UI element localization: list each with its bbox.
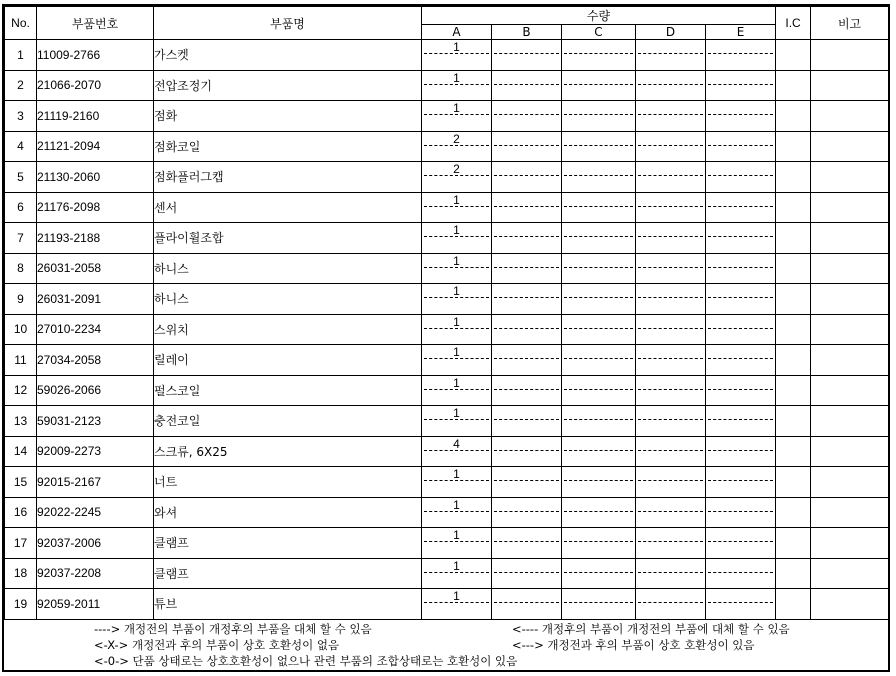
row-qty-b: [492, 70, 562, 101]
row-no: 5: [5, 162, 37, 193]
qty-a-value: 2: [453, 131, 460, 146]
header-qty-e: E: [706, 25, 776, 40]
row-qty-e: [706, 345, 776, 376]
row-qty-c: [562, 162, 636, 193]
row-no: 7: [5, 223, 37, 254]
row-qty-b: [492, 40, 562, 71]
row-qty-c: [562, 436, 636, 467]
row-part-name: 와셔: [154, 497, 422, 528]
row-ic: [776, 467, 811, 498]
row-part-no: 92059-2011: [37, 589, 154, 620]
header-ic: I.C: [776, 7, 811, 40]
row-qty-c: [562, 192, 636, 223]
row-part-name: 릴레이: [154, 345, 422, 376]
legend-line-3: <-0-> 단품 상태로는 상호호환성이 없으나 관련 부품의 조합상태로는 호환성이 있음: [94, 654, 518, 668]
row-qty-d: [636, 162, 706, 193]
row-no: 8: [5, 253, 37, 284]
row-ic: [776, 375, 811, 406]
row-remark: [811, 558, 889, 589]
row-qty-e: [706, 192, 776, 223]
row-qty-c: [562, 528, 636, 559]
row-qty-b: [492, 101, 562, 132]
row-no: 14: [5, 436, 37, 467]
row-qty-a: [422, 345, 492, 376]
qty-a-value: 1: [453, 467, 460, 481]
row-qty-c: [562, 223, 636, 254]
row-qty-c: [562, 558, 636, 589]
row-no: 19: [5, 589, 37, 620]
row-part-no: 92022-2245: [37, 497, 154, 528]
row-qty-d: [636, 589, 706, 620]
row-qty-b: [492, 589, 562, 620]
row-part-name: 점화플러그캡: [154, 162, 422, 193]
row-no: 3: [5, 101, 37, 132]
row-qty-b: [492, 375, 562, 406]
row-qty-d: [636, 253, 706, 284]
row-ic: [776, 162, 811, 193]
header-remark: 비고: [811, 7, 889, 40]
row-part-name: 점화코일: [154, 131, 422, 162]
row-qty-d: [636, 375, 706, 406]
row-qty-d: [636, 223, 706, 254]
row-no: 13: [5, 406, 37, 437]
row-part-no: 26031-2058: [37, 253, 154, 284]
row-part-no: 21066-2070: [37, 70, 154, 101]
row-qty-c: [562, 284, 636, 315]
row-ic: [776, 131, 811, 162]
row-qty-c: [562, 314, 636, 345]
table-row: [5, 375, 889, 406]
row-qty-a: [422, 70, 492, 101]
qty-a-value: 1: [453, 528, 460, 542]
table-row: [5, 70, 889, 101]
header-no: No.: [5, 7, 37, 40]
row-qty-e: [706, 314, 776, 345]
legend-line-1b: <---- 개정후의 부품이 개정전의 부품에 대체 할 수 있음: [512, 622, 790, 636]
row-remark: [811, 467, 889, 498]
row-qty-a: [422, 223, 492, 254]
header-part-no: 부품번호: [37, 7, 154, 40]
row-qty-c: [562, 131, 636, 162]
row-no: 15: [5, 467, 37, 498]
row-qty-d: [636, 101, 706, 132]
row-qty-c: [562, 497, 636, 528]
header-qty-b: B: [492, 25, 562, 40]
row-ic: [776, 528, 811, 559]
row-qty-a: [422, 162, 492, 193]
row-qty-d: [636, 70, 706, 101]
row-ic: [776, 40, 811, 71]
row-qty-b: [492, 406, 562, 437]
row-qty-a: [422, 253, 492, 284]
row-qty-c: [562, 589, 636, 620]
row-part-no: 21121-2094: [37, 131, 154, 162]
row-remark: [811, 40, 889, 71]
table-row: [5, 192, 889, 223]
legend-line-2a: <-X-> 개정전과 후의 부품이 상호 호환성이 없음: [94, 638, 340, 652]
row-part-no: 27034-2058: [37, 345, 154, 376]
row-part-no: 92009-2273: [37, 436, 154, 467]
table-row: [5, 101, 889, 132]
row-qty-e: [706, 558, 776, 589]
row-qty-d: [636, 314, 706, 345]
row-part-no: 21119-2160: [37, 101, 154, 132]
row-part-name: 점화: [154, 101, 422, 132]
parts-table: [4, 6, 889, 620]
row-qty-e: [706, 101, 776, 132]
row-part-name: 펄스코일: [154, 375, 422, 406]
row-qty-c: [562, 253, 636, 284]
row-remark: [811, 131, 889, 162]
row-no: 9: [5, 284, 37, 315]
table-row: [5, 162, 889, 193]
legend-line-1a: ----> 개정전의 부품이 개정후의 부품을 대체 할 수 있음: [94, 622, 372, 636]
row-qty-e: [706, 253, 776, 284]
row-part-name: 센서: [154, 192, 422, 223]
row-qty-a: [422, 589, 492, 620]
header-part-name: 부품명: [154, 7, 422, 40]
qty-a-value: 1: [453, 40, 460, 54]
qty-a-value: 1: [453, 70, 460, 85]
qty-a-value: 1: [453, 345, 460, 359]
table-row: [5, 589, 889, 620]
row-qty-a: [422, 192, 492, 223]
row-ic: [776, 558, 811, 589]
legend: [4, 619, 888, 671]
row-qty-d: [636, 406, 706, 437]
row-qty-e: [706, 589, 776, 620]
row-ic: [776, 192, 811, 223]
table-row: [5, 131, 889, 162]
table-row: [5, 345, 889, 376]
row-remark: [811, 345, 889, 376]
table-row: [5, 314, 889, 345]
row-qty-b: [492, 558, 562, 589]
row-qty-c: [562, 375, 636, 406]
row-qty-d: [636, 497, 706, 528]
row-qty-a: [422, 284, 492, 315]
row-qty-b: [492, 467, 562, 498]
row-ic: [776, 284, 811, 315]
legend-line-2b: <---> 개정전과 후의 부품이 상호 호환성이 있음: [512, 638, 755, 652]
row-ic: [776, 223, 811, 254]
row-qty-e: [706, 70, 776, 101]
row-qty-a: [422, 101, 492, 132]
qty-a-value: 1: [453, 406, 460, 420]
row-qty-e: [706, 375, 776, 406]
row-qty-d: [636, 467, 706, 498]
row-remark: [811, 589, 889, 620]
row-part-name: 하니스: [154, 253, 422, 284]
row-remark: [811, 284, 889, 315]
row-ic: [776, 70, 811, 101]
row-qty-a: [422, 436, 492, 467]
row-part-no: 27010-2234: [37, 314, 154, 345]
header-qty: 수량: [422, 7, 776, 25]
row-qty-d: [636, 131, 706, 162]
row-qty-d: [636, 192, 706, 223]
row-qty-e: [706, 223, 776, 254]
qty-a-value: 1: [453, 223, 460, 237]
row-qty-b: [492, 497, 562, 528]
row-part-no: 21130-2060: [37, 162, 154, 193]
qty-a-value: 2: [453, 162, 460, 176]
row-ic: [776, 253, 811, 284]
row-remark: [811, 314, 889, 345]
row-remark: [811, 528, 889, 559]
row-remark: [811, 375, 889, 406]
table-row: [5, 558, 889, 589]
row-qty-d: [636, 284, 706, 315]
row-part-name: 클램프: [154, 558, 422, 589]
row-part-no: 59031-2123: [37, 406, 154, 437]
row-remark: [811, 406, 889, 437]
row-qty-e: [706, 436, 776, 467]
row-part-name: 전압조정기: [154, 70, 422, 101]
parts-table-body: [5, 40, 889, 620]
row-qty-c: [562, 40, 636, 71]
row-qty-c: [562, 467, 636, 498]
row-qty-a: [422, 314, 492, 345]
row-no: 6: [5, 192, 37, 223]
row-remark: [811, 162, 889, 193]
row-part-name: 튜브: [154, 589, 422, 620]
row-part-name: 스크류, 6X25: [154, 436, 422, 467]
table-row: [5, 223, 889, 254]
table-row: [5, 40, 889, 71]
row-no: 10: [5, 314, 37, 345]
qty-a-value: 1: [453, 558, 460, 573]
table-row: [5, 497, 889, 528]
row-qty-d: [636, 558, 706, 589]
row-remark: [811, 497, 889, 528]
row-qty-d: [636, 345, 706, 376]
row-part-name: 충전코일: [154, 406, 422, 437]
row-qty-a: [422, 375, 492, 406]
table-row: [5, 406, 889, 437]
table-row: [5, 436, 889, 467]
row-part-name: 플라이휠조합: [154, 223, 422, 254]
qty-a-value: 4: [453, 436, 460, 451]
row-no: 4: [5, 131, 37, 162]
header-qty-d: D: [636, 25, 706, 40]
row-no: 18: [5, 558, 37, 589]
row-qty-d: [636, 436, 706, 467]
row-qty-e: [706, 467, 776, 498]
row-ic: [776, 314, 811, 345]
row-ic: [776, 436, 811, 467]
row-part-no: 92037-2006: [37, 528, 154, 559]
row-qty-b: [492, 314, 562, 345]
row-part-no: 92015-2167: [37, 467, 154, 498]
row-qty-b: [492, 528, 562, 559]
row-no: 1: [5, 40, 37, 71]
row-qty-b: [492, 436, 562, 467]
row-qty-a: [422, 558, 492, 589]
row-no: 2: [5, 70, 37, 101]
row-part-no: 11009-2766: [37, 40, 154, 71]
row-qty-e: [706, 406, 776, 437]
row-qty-a: [422, 40, 492, 71]
row-remark: [811, 436, 889, 467]
qty-a-value: 1: [453, 253, 460, 268]
table-row: [5, 528, 889, 559]
row-ic: [776, 589, 811, 620]
row-no: 11: [5, 345, 37, 376]
row-part-no: 26031-2091: [37, 284, 154, 315]
row-qty-e: [706, 162, 776, 193]
qty-a-value: 1: [453, 589, 460, 603]
row-part-name: 너트: [154, 467, 422, 498]
row-part-no: 92037-2208: [37, 558, 154, 589]
row-ic: [776, 406, 811, 437]
header-qty-a: A: [422, 25, 492, 40]
row-remark: [811, 223, 889, 254]
row-qty-a: [422, 528, 492, 559]
row-qty-e: [706, 131, 776, 162]
row-qty-a: [422, 467, 492, 498]
table-row: [5, 467, 889, 498]
row-part-name: 스위치: [154, 314, 422, 345]
row-remark: [811, 70, 889, 101]
row-part-no: 59026-2066: [37, 375, 154, 406]
row-qty-e: [706, 40, 776, 71]
row-qty-e: [706, 528, 776, 559]
row-qty-c: [562, 406, 636, 437]
row-ic: [776, 101, 811, 132]
qty-a-value: 1: [453, 375, 460, 390]
row-ic: [776, 497, 811, 528]
row-remark: [811, 192, 889, 223]
qty-a-value: 1: [453, 101, 460, 115]
row-no: 16: [5, 497, 37, 528]
row-qty-b: [492, 253, 562, 284]
row-qty-e: [706, 497, 776, 528]
row-part-name: 가스켓: [154, 40, 422, 71]
qty-a-value: 1: [453, 284, 460, 298]
row-qty-c: [562, 70, 636, 101]
row-ic: [776, 345, 811, 376]
row-remark: [811, 253, 889, 284]
row-part-name: 클램프: [154, 528, 422, 559]
row-qty-b: [492, 345, 562, 376]
row-part-no: 21193-2188: [37, 223, 154, 254]
row-qty-b: [492, 131, 562, 162]
row-remark: [811, 101, 889, 132]
row-qty-a: [422, 406, 492, 437]
header-qty-c: C: [562, 25, 636, 40]
row-part-no: 21176-2098: [37, 192, 154, 223]
row-qty-a: [422, 497, 492, 528]
row-qty-b: [492, 162, 562, 193]
row-qty-a: [422, 131, 492, 162]
row-qty-d: [636, 40, 706, 71]
header-row: [5, 7, 889, 25]
row-part-name: 하니스: [154, 284, 422, 315]
qty-a-value: 1: [453, 192, 460, 207]
row-no: 12: [5, 375, 37, 406]
row-qty-b: [492, 192, 562, 223]
table-row: [5, 253, 889, 284]
table-row: [5, 284, 889, 315]
qty-a-value: 1: [453, 314, 460, 329]
row-qty-e: [706, 284, 776, 315]
row-qty-b: [492, 284, 562, 315]
row-qty-c: [562, 101, 636, 132]
row-qty-d: [636, 528, 706, 559]
row-no: 17: [5, 528, 37, 559]
parts-sheet: [2, 4, 890, 672]
row-qty-b: [492, 223, 562, 254]
qty-a-value: 1: [453, 497, 460, 512]
row-qty-c: [562, 345, 636, 376]
